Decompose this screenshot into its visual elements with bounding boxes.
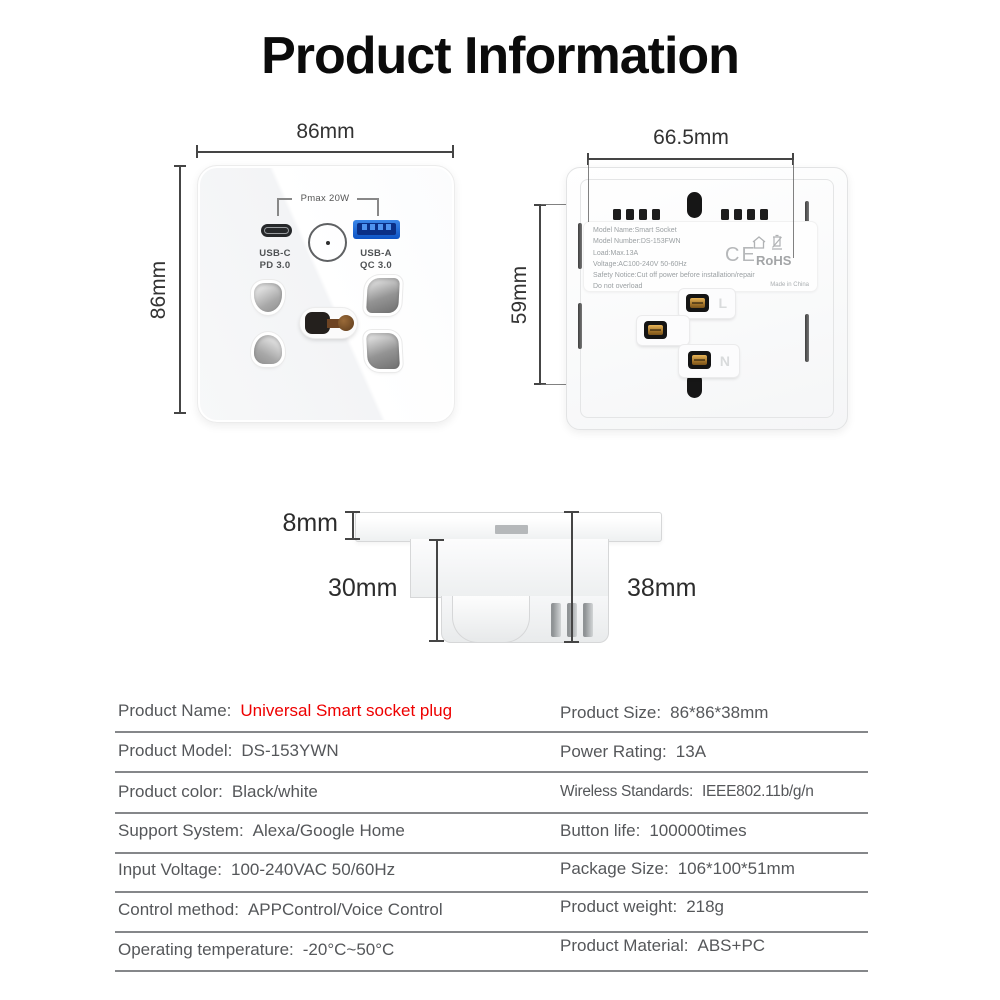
weee-bin-icon	[770, 233, 784, 251]
usb-c-port-slot	[264, 227, 289, 234]
spec-row-product-weight	[560, 897, 724, 917]
vent-dash	[721, 209, 729, 220]
vent-dash	[639, 209, 647, 220]
back-width-dimension-line	[588, 158, 794, 160]
usb-pin	[378, 224, 383, 230]
spec-row-product-name	[118, 701, 452, 721]
spec-label: Support System:	[118, 821, 244, 840]
faceplate-thickness-label: 8mm	[282, 509, 338, 537]
pmax-bracket-line	[377, 198, 379, 216]
top-screw-slot	[687, 192, 702, 218]
socket-back-view	[566, 167, 848, 430]
spec-value: 100-240VAC 50/60Hz	[230, 860, 396, 879]
dimension-tick	[345, 511, 360, 513]
body-depth-label: 30mm	[328, 574, 398, 602]
table-divider	[115, 771, 868, 773]
dimension-tick	[174, 412, 186, 414]
usb-c-label-line1: USB-C	[259, 248, 291, 259]
terminal-screw	[686, 294, 709, 312]
side-vent	[551, 603, 561, 637]
usb-a-label-line1: USB-A	[360, 248, 392, 259]
side-view-body-upper	[410, 539, 609, 598]
spec-label: Input Voltage:	[118, 860, 222, 879]
spec-row-power-rating	[560, 742, 706, 762]
dimension-tick	[196, 145, 198, 158]
terminal-screw	[644, 321, 667, 339]
touch-power-button[interactable]	[308, 223, 347, 262]
spec-value: 86*86*38mm	[670, 703, 769, 722]
spec-value: DS-153YWN	[241, 741, 339, 760]
screw-slot	[650, 329, 661, 331]
spec-row-operating-temperature	[118, 940, 394, 960]
spec-label: Product color:	[118, 782, 223, 801]
socket-front-view	[197, 165, 455, 423]
spec-label: Control method:	[118, 900, 239, 919]
extension-line	[793, 160, 794, 258]
usb-a-label-line2: QC 3.0	[360, 260, 392, 271]
terminal-neutral	[679, 345, 739, 377]
spec-label: Button life:	[560, 821, 641, 840]
spec-row-product-material	[560, 936, 765, 956]
pmax-bracket-line	[277, 198, 279, 216]
touch-button-dot	[326, 241, 330, 245]
usb-c-label	[244, 248, 306, 272]
spec-value: Alexa/Google Home	[252, 821, 405, 840]
ce-mark: CE	[725, 244, 757, 266]
socket-hole-center	[300, 308, 357, 338]
spec-row-product-size	[560, 703, 768, 723]
spec-value: IEEE802.11b/g/n	[702, 783, 814, 800]
spec-value: Black/white	[231, 782, 318, 801]
rohs-mark: RoHS	[756, 253, 792, 268]
pmax-bracket-line	[357, 198, 378, 200]
side-view-faceplate	[355, 512, 662, 542]
extension-line	[541, 384, 568, 385]
spec-row-wireless-standards	[560, 783, 814, 801]
terminal-letter-l: L	[718, 295, 727, 311]
plate-line-overload: Do not overload	[593, 283, 643, 291]
socket-hole-right-top	[366, 278, 400, 313]
dimension-tick	[564, 641, 579, 643]
usb-c-label-line2: PD 3.0	[259, 260, 291, 271]
usb-pin	[370, 224, 375, 230]
dimension-tick	[174, 165, 186, 167]
plate-line-model-name: Model Name:Smart Socket	[593, 227, 677, 234]
faceplate-slot	[495, 525, 528, 534]
spec-label-plate	[584, 222, 817, 291]
dimension-tick	[429, 539, 444, 541]
plate-line-voltage: Voltage:AC100-240V 50-60Hz	[593, 260, 687, 268]
front-height-dimension-label: 86mm	[147, 260, 170, 320]
vent-dash	[734, 209, 742, 220]
plate-line-safety: Safety Notice:Cut off power before installation/repair	[593, 272, 755, 280]
back-height-dimension-line	[539, 205, 541, 385]
terminal-screw	[688, 351, 711, 369]
dimension-tick	[429, 640, 444, 642]
spec-label: Product weight:	[560, 897, 678, 916]
usb-a-port-slot	[357, 223, 396, 235]
center-pin-brown	[338, 315, 354, 331]
table-divider	[115, 891, 868, 893]
terminal-letter-n: N	[719, 353, 730, 369]
table-divider	[115, 812, 868, 814]
table-divider	[115, 852, 868, 854]
spec-label: Package Size:	[560, 859, 669, 878]
spec-value: 106*100*51mm	[677, 859, 795, 878]
dimension-tick	[345, 538, 360, 540]
plate-line-load: Load:Max.13A	[593, 249, 639, 257]
spec-value: APPControl/Voice Control	[247, 900, 443, 919]
usb-a-port	[353, 220, 400, 239]
table-divider	[115, 970, 868, 972]
spec-label: Power Rating:	[560, 742, 667, 761]
socket-hole-right-bottom	[366, 333, 400, 369]
back-height-dimension-label: 59mm	[508, 265, 531, 325]
spec-label: Product Size:	[560, 703, 662, 722]
socket-hole-left-bottom	[254, 335, 282, 364]
pmax-label: Pmax 20W	[300, 193, 350, 204]
spec-table	[115, 693, 868, 975]
screw-slot	[692, 302, 703, 304]
back-width-dimension-label: 66.5mm	[653, 126, 729, 149]
usb-pin	[362, 224, 367, 230]
vent-dash	[613, 209, 621, 220]
spec-value: 13A	[675, 742, 707, 761]
spec-row-button-life	[560, 821, 747, 841]
spec-label: Operating temperature:	[118, 940, 294, 959]
spec-label: Product Name:	[118, 701, 232, 720]
total-depth-label: 38mm	[627, 574, 697, 602]
spec-label: Product Material:	[560, 936, 689, 955]
usb-pin	[386, 224, 391, 230]
spec-value: -20°C~50°C	[302, 940, 395, 959]
spec-value-highlight: Universal Smart socket plug	[240, 701, 453, 720]
made-in-label: Made in China	[770, 282, 809, 288]
vent-dash	[626, 209, 634, 220]
table-divider	[115, 931, 868, 933]
spec-row-input-voltage	[118, 860, 395, 880]
body-depth-dimension-line	[436, 540, 438, 642]
front-width-dimension-line	[197, 151, 454, 153]
front-width-dimension-label: 86mm	[296, 120, 355, 143]
edge-slot	[805, 314, 809, 362]
thickness-dimension-line	[352, 512, 354, 540]
dimension-tick	[452, 145, 454, 158]
table-divider	[115, 731, 868, 733]
socket-hole-left-top	[254, 283, 282, 312]
front-height-dimension-line	[179, 166, 181, 414]
plate-line-model-number: Model Number:DS-153FWN	[593, 238, 681, 246]
spec-label: Wireless Standards:	[560, 783, 693, 800]
terminal-middle	[637, 316, 689, 345]
edge-slot	[578, 223, 582, 269]
vent-dash	[760, 209, 768, 220]
spec-row-product-model	[118, 741, 339, 761]
spec-value: 218g	[686, 897, 725, 916]
vent-dash	[652, 209, 660, 220]
screw-slot	[694, 359, 705, 361]
pmax-bracket-line	[277, 198, 292, 200]
dimension-tick	[564, 511, 579, 513]
usb-a-label	[345, 248, 407, 272]
side-vent	[583, 603, 593, 637]
extension-line	[541, 204, 568, 205]
spec-label: Product Model:	[118, 741, 233, 760]
usb-c-port	[261, 224, 292, 237]
house-icon	[751, 235, 767, 250]
spec-value: 100000times	[649, 821, 747, 840]
vent-dash	[747, 209, 755, 220]
spec-row-product-color	[118, 782, 318, 802]
total-depth-dimension-line	[571, 512, 573, 643]
side-view-bump	[452, 596, 530, 643]
terminal-live	[679, 289, 735, 318]
spec-value: ABS+PC	[697, 936, 766, 955]
spec-row-package-size	[560, 859, 795, 879]
spec-row-control-method	[118, 900, 443, 920]
edge-slot	[578, 303, 582, 349]
spec-row-support-system	[118, 821, 405, 841]
extension-line	[588, 160, 589, 222]
page-title: Product Information	[261, 27, 739, 85]
